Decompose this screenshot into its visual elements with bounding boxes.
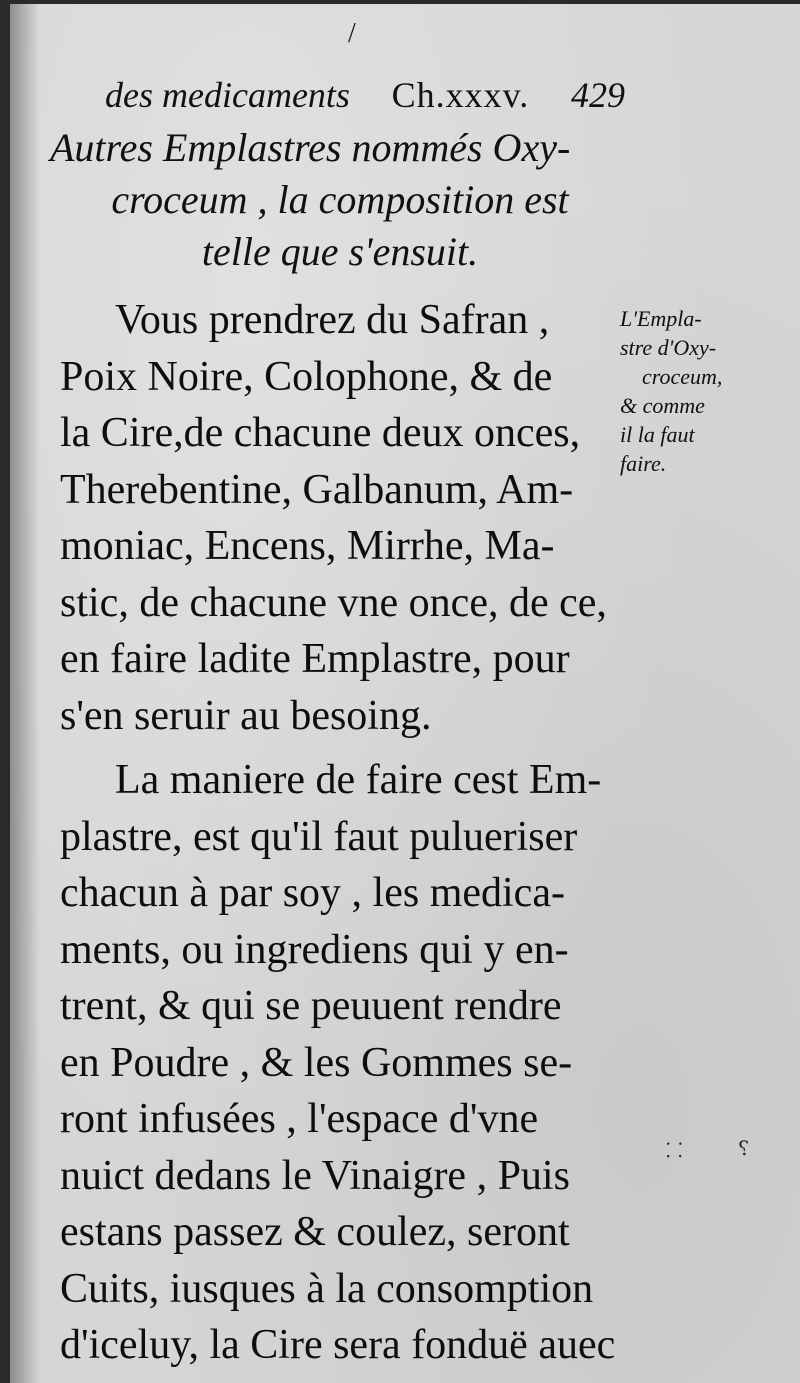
text-line: estans passez & coulez, seront — [60, 1209, 570, 1255]
margin-note-line: L'Empla- — [620, 306, 702, 331]
title-line: croceum , la composition est — [111, 177, 569, 222]
running-header — [105, 74, 625, 116]
header-chapter: Ch.xxxv. — [391, 75, 530, 115]
text-line: stic, de chacune vne once, de ce, — [60, 579, 607, 626]
text-line: s'en seruir au besoing. — [60, 692, 432, 739]
paragraph-2 — [60, 752, 640, 1374]
section-title — [50, 122, 630, 278]
text-line: Poix Noire, Colophone, & de — [60, 353, 553, 400]
text-line: ments, ou ingrediens qui y en- — [60, 926, 569, 973]
ink-smudge: ⸬ — [666, 1140, 683, 1162]
margin-note-line: il la faut — [620, 422, 695, 447]
text-line: en Poudre , & les Gommes se- — [60, 1039, 573, 1086]
margin-note-line: & comme — [620, 393, 705, 418]
title-line: Autres Emplastres nommés Oxy- — [50, 125, 571, 170]
book-page — [10, 4, 800, 1383]
main-text — [60, 292, 640, 1374]
text-line: Therebentine, Galbanum, Am- — [60, 466, 574, 513]
text-line: ront infusées , l'espace d'vne — [60, 1096, 539, 1142]
text-line: Cuits, iusques à la consomption — [60, 1265, 594, 1312]
margin-note-line: stre d'Oxy- — [620, 335, 717, 360]
text-line: trent, & qui se peuuent rendre — [60, 983, 562, 1029]
title-line: telle que s'ensuit. — [201, 229, 479, 274]
text-line: en faire ladite Emplastre, pour — [60, 636, 570, 682]
text-line: moniac, Encens, Mirrhe, Ma- — [60, 523, 555, 569]
page-edge-shadow — [10, 4, 40, 1383]
margin-note-line: faire. — [620, 451, 667, 476]
header-section-title: des medicaments — [105, 75, 350, 115]
text-line: chacun à par soy , les medica- — [60, 870, 565, 916]
text-line: la Cire,de chacune deux onces, — [60, 410, 581, 456]
text-line: La maniere de faire cest Em- — [115, 757, 602, 803]
ink-smudge: ⸮ — [738, 1138, 749, 1160]
margin-note — [620, 304, 760, 478]
text-line: d'iceluy, la Cire sera fonduë auec — [60, 1322, 616, 1368]
text-line: nuict dedans le Vinaigre , Puis — [60, 1152, 570, 1199]
text-line: plastre, est qu'il faut pulueriser — [60, 813, 578, 860]
ink-mark-top: / — [348, 18, 356, 49]
text-line: Vous prendrez du Safran , — [115, 297, 550, 343]
page-number: 429 — [571, 75, 625, 115]
margin-note-line: croceum, — [642, 364, 723, 389]
